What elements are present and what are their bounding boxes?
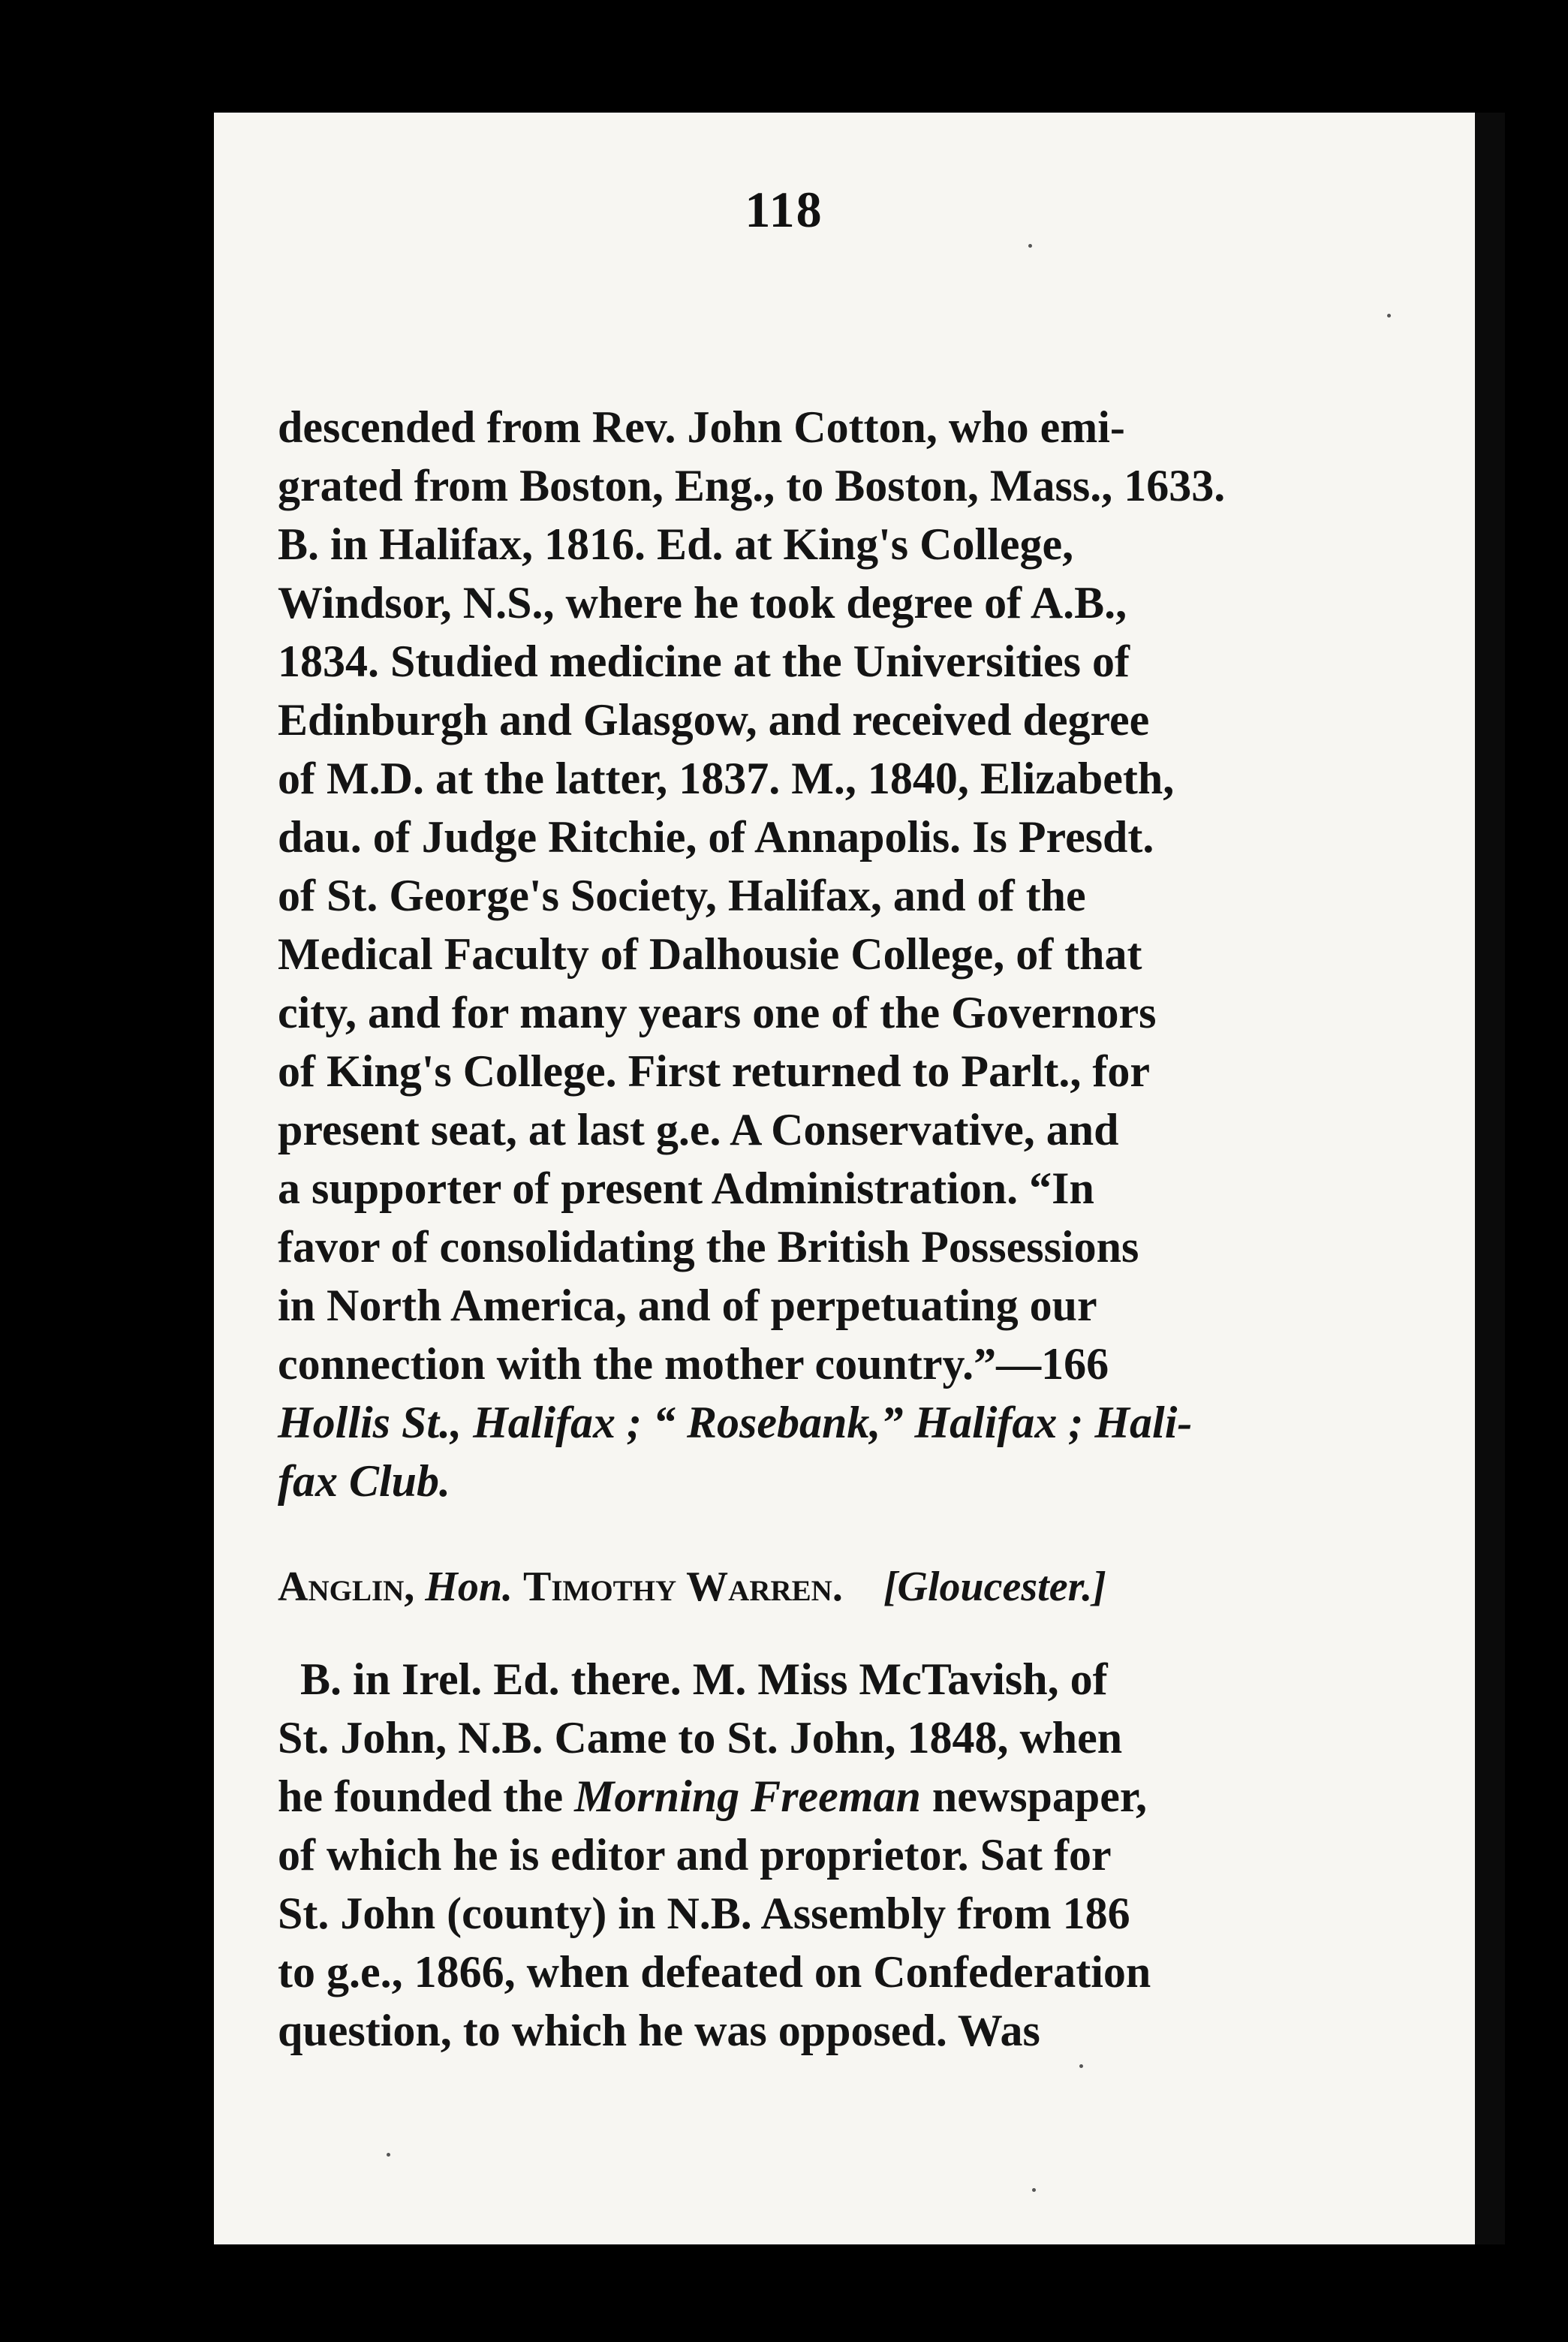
- entry2-heading: [278, 1558, 1106, 1616]
- scan-speck: [1079, 2064, 1083, 2068]
- entry1-line: grated from Boston, Eng., to Boston, Mass., 1633.: [278, 461, 1226, 510]
- entry1-line: present seat, at last g.e. A Conservative, and: [278, 1105, 1119, 1154]
- entry1-address: Hollis St., Halifax ; “ Rosebank,” Halifax ; Hali-: [278, 1398, 1193, 1447]
- entry2-line: question, to which he was opposed. Was: [278, 2006, 1040, 2055]
- entry1-line: of King's College. First returned to Parlt., for: [278, 1046, 1150, 1096]
- entry2-line: of which he is editor and proprietor. Sat for: [278, 1830, 1112, 1880]
- entry1-line: of M.D. at the latter, 1837. M., 1840, Elizabeth,: [278, 754, 1175, 803]
- entry1-address: fax Club.: [278, 1456, 451, 1506]
- entry2-line: to g.e., 1866, when defeated on Confederation: [278, 1947, 1151, 1997]
- entry-name: Timothy Warren.: [523, 1564, 843, 1610]
- entry1-line: 1834. Studied medicine at the Universities of: [278, 637, 1130, 686]
- entry-surname: Anglin,: [278, 1564, 415, 1610]
- entry2-line: St. John (county) in N.B. Assembly from 186: [278, 1889, 1130, 1938]
- entry-constituency: [Gloucester.]: [883, 1564, 1106, 1610]
- entry1-line: Windsor, N.S., where he took degree of A.B.,: [278, 578, 1127, 628]
- newspaper-title: Morning Freeman: [574, 1772, 921, 1821]
- entry1-line: favor of consolidating the British Possessions: [278, 1222, 1139, 1272]
- entry-honorific: Hon.: [425, 1564, 513, 1610]
- entry2-line: St. John, N.B. Came to St. John, 1848, when: [278, 1713, 1123, 1763]
- entry1-line: descended from Rev. John Cotton, who emi-: [278, 402, 1125, 452]
- entry1-line: Edinburgh and Glasgow, and received degree: [278, 695, 1150, 745]
- entry1-line: city, and for many years one of the Governors: [278, 988, 1157, 1037]
- scan-speck: [1028, 244, 1032, 248]
- entry1-line: in North America, and of perpetuating our: [278, 1281, 1097, 1330]
- page-number: 118: [745, 181, 823, 238]
- scan-speck: [1387, 314, 1391, 318]
- entry2-line: B. in Irel. Ed. there. M. Miss McTavish, of: [300, 1654, 1108, 1704]
- entry1-line: of St. George's Society, Halifax, and of the: [278, 871, 1086, 920]
- entry1-line: B. in Halifax, 1816. Ed. at King's College,: [278, 519, 1074, 569]
- binding-gutter: [1475, 113, 1505, 2244]
- entry1-line: Medical Faculty of Dalhousie College, of that: [278, 929, 1142, 979]
- entry1-line: dau. of Judge Ritchie, of Annapolis. Is Presdt.: [278, 812, 1154, 862]
- entry1-line: connection with the mother country.”—166: [278, 1339, 1109, 1389]
- entry2-line: he founded the Morning Freeman newspaper,: [278, 1772, 1148, 1821]
- scan-speck: [1032, 2188, 1036, 2192]
- scan-speck: [387, 2153, 390, 2157]
- entry1-line: a supporter of present Administration. “In: [278, 1163, 1094, 1213]
